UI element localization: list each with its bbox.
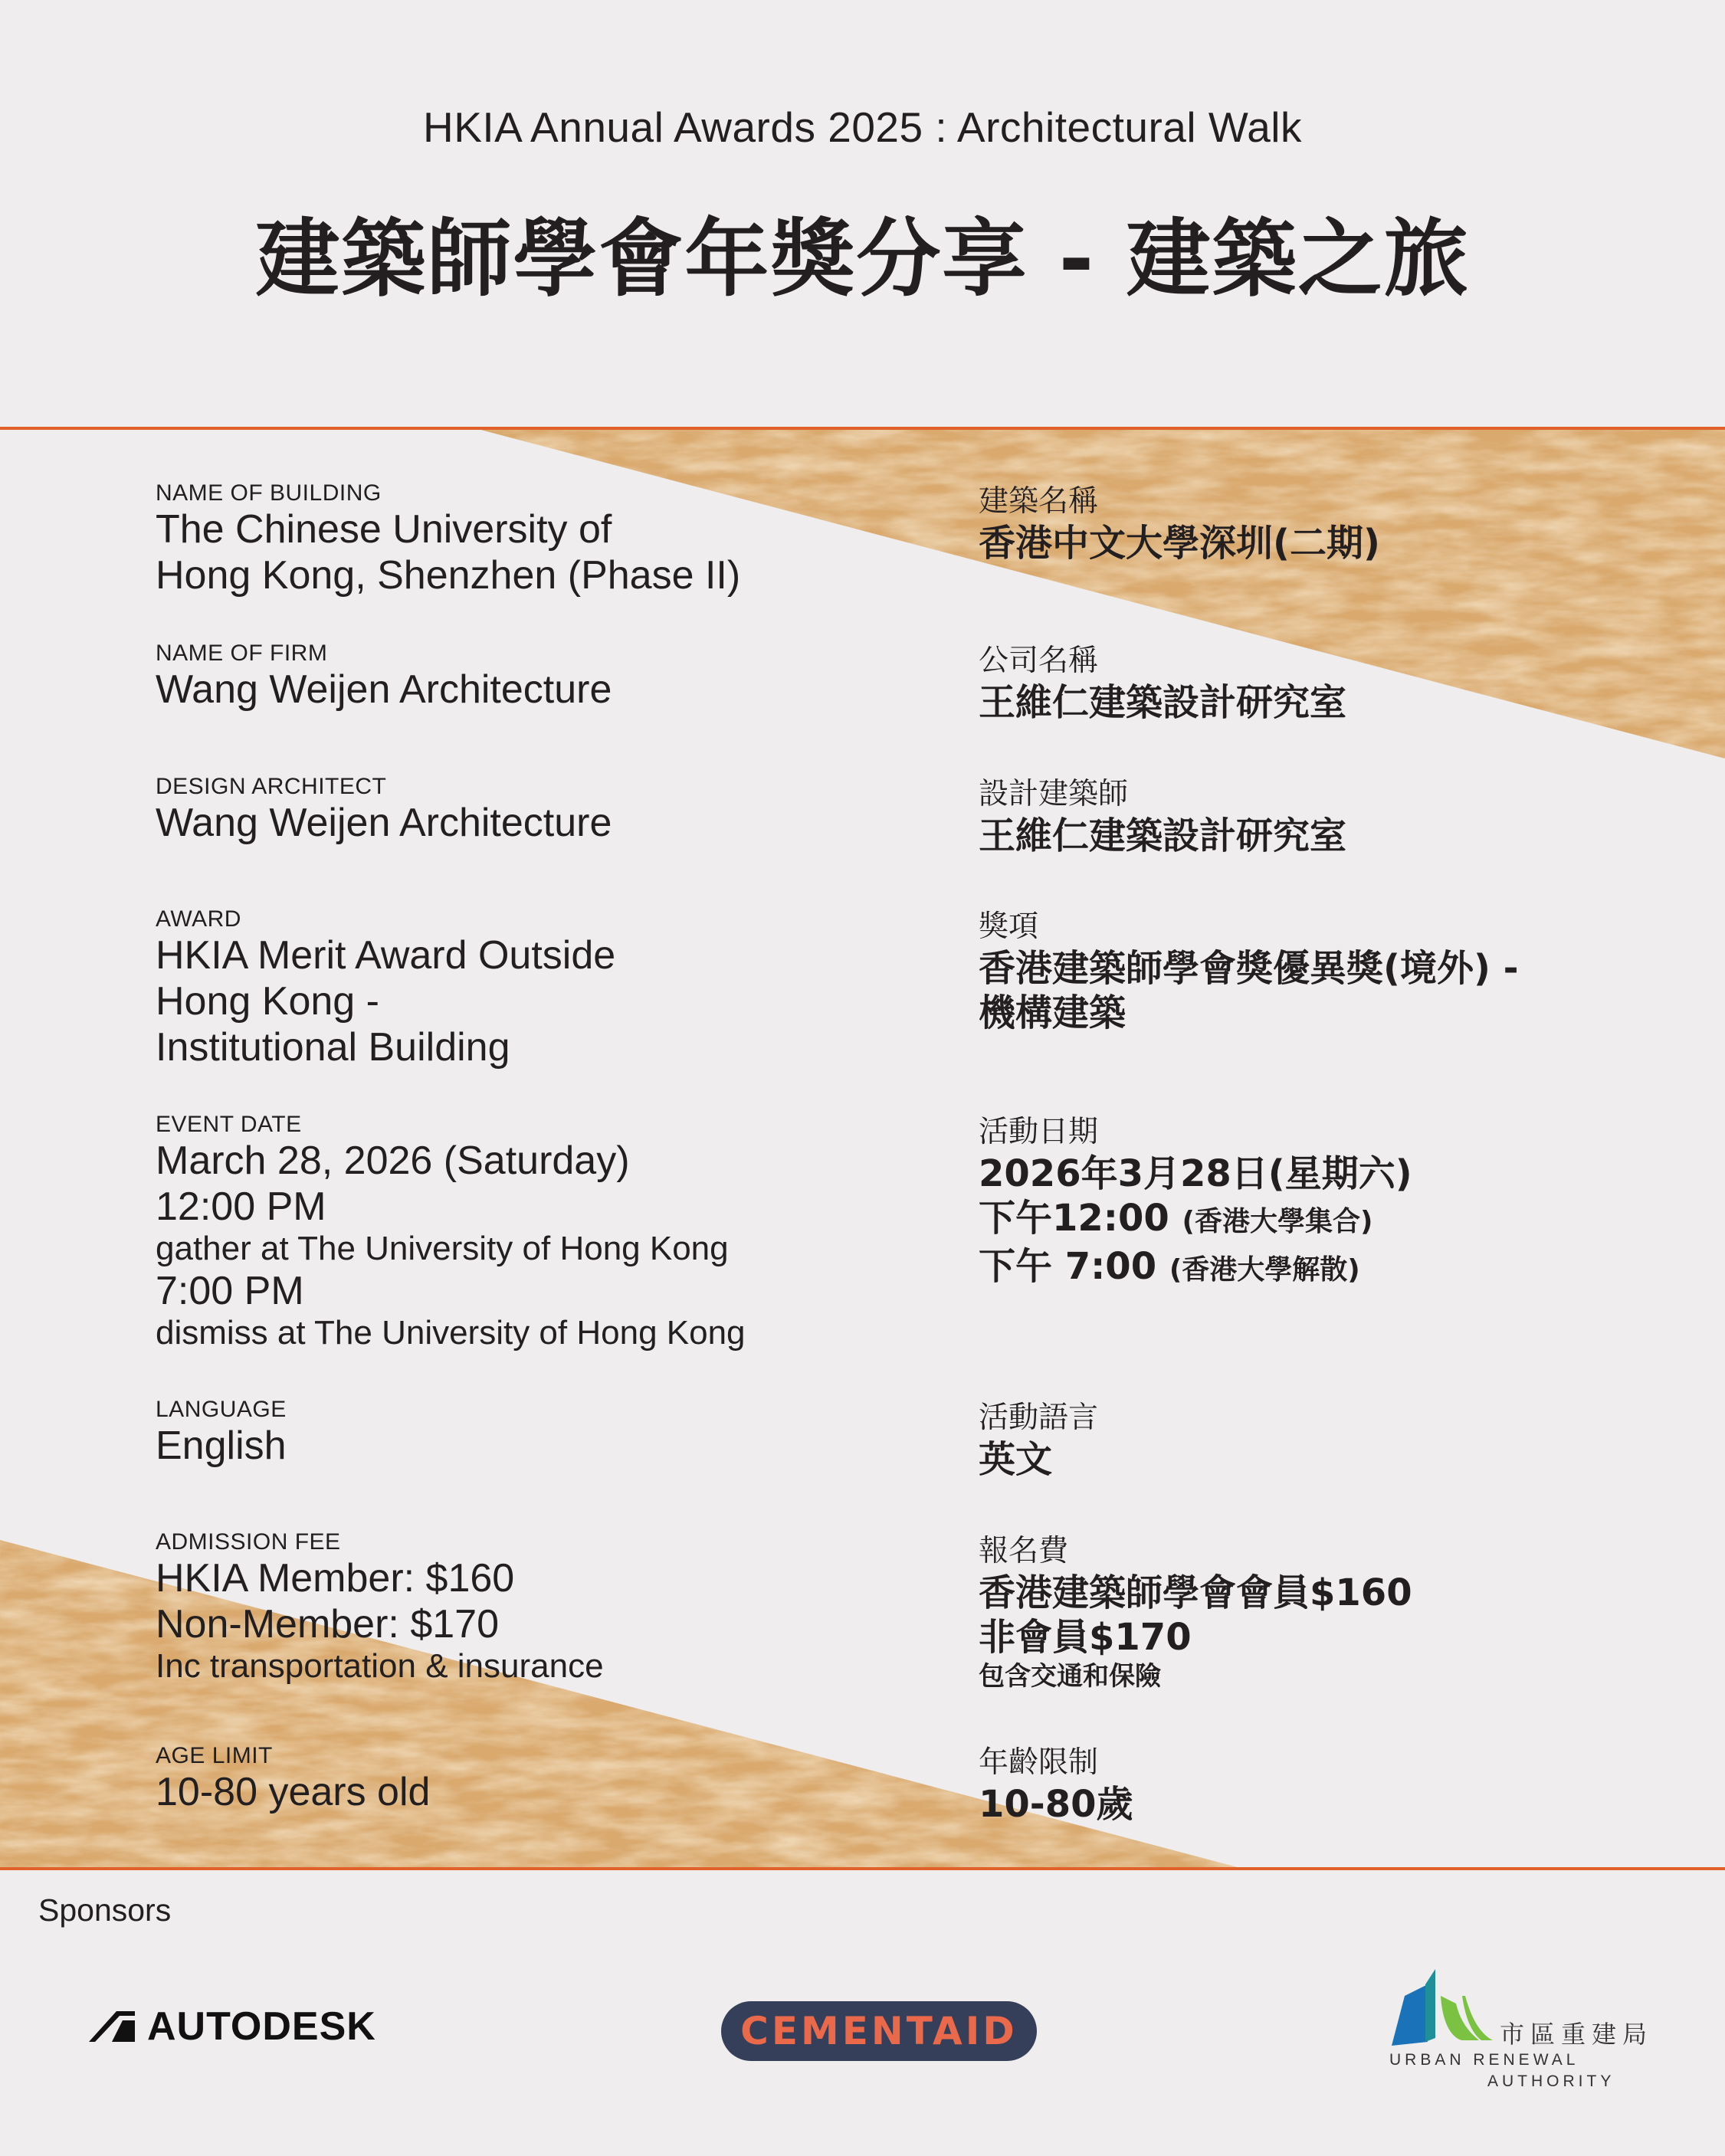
value-award-en-1: HKIA Merit Award Outside: [156, 933, 616, 978]
ura-green-figure: [1441, 1996, 1479, 2040]
event-time1-zh: 下午12:00: [979, 1197, 1169, 1240]
value-award-en-3: Institutional Building: [156, 1025, 510, 1070]
label-event-zh: 活動日期: [979, 1115, 1099, 1149]
value-age-zh: 10-80歲: [979, 1783, 1133, 1826]
event-gather-en: gather at The University of Hong Kong: [156, 1230, 729, 1267]
event-en: [156, 1112, 960, 1352]
event-date-zh: 2026年3月28日(星期六): [979, 1152, 1412, 1195]
firm-en: [156, 641, 960, 713]
language-en: [156, 1397, 960, 1469]
cementaid-wordmark: CEMENTAID: [740, 2009, 1018, 2053]
ura-blue-shape: [1392, 1984, 1428, 2046]
sponsors-label: Sponsors: [38, 1892, 172, 1928]
age-zh: [979, 1744, 1668, 1827]
fee-member-en: HKIA Member: $160: [156, 1556, 515, 1601]
architect-en: [156, 774, 960, 846]
event-time1-zh-line: [979, 1196, 1668, 1244]
label-event-en: EVENT DATE: [156, 1112, 302, 1137]
label-architect-en: DESIGN ARCHITECT: [156, 774, 387, 799]
language-zh: [979, 1399, 1668, 1482]
event-date-en: March 28, 2026 (Saturday): [156, 1139, 630, 1183]
label-firm-zh: 公司名稱: [979, 644, 1099, 678]
cementaid-logo: [721, 2001, 1037, 2061]
event-time2-zh-line: [979, 1244, 1668, 1293]
value-award-zh-2: 機構建築: [979, 991, 1126, 1034]
event-dismiss-zh: (香港大學解散): [1169, 1254, 1360, 1286]
label-award-zh: 獎項: [979, 909, 1039, 944]
value-building-en-2: Hong Kong, Shenzhen (Phase II): [156, 553, 741, 598]
label-fee-zh: 報名費: [979, 1534, 1069, 1568]
award-zh: [979, 908, 1668, 1035]
autodesk-icon: [89, 2011, 135, 2042]
fee-en: [156, 1529, 960, 1686]
value-architect-zh: 王維仁建築設計研究室: [979, 814, 1347, 857]
label-building-en: NAME OF BUILDING: [156, 480, 382, 506]
value-architect-en: Wang Weijen Architecture: [156, 801, 612, 845]
title-zh: 建築師學會年獎分享 - 建築之旅: [255, 210, 1470, 308]
value-building-en-1: The Chinese University of: [156, 507, 612, 552]
label-age-en: AGE LIMIT: [156, 1743, 273, 1768]
label-architect-zh: 設計建築師: [979, 777, 1129, 811]
fee-nonmember-zh: 非會員$170: [979, 1616, 1192, 1659]
age-en: [156, 1743, 960, 1815]
building-en: [156, 480, 960, 598]
event-time2-en: 7:00 PM: [156, 1269, 304, 1313]
title-en: HKIA Annual Awards 2025 : Architectural Walk: [422, 103, 1303, 151]
ura-name-en-2: AUTHORITY: [1487, 2072, 1615, 2090]
value-award-en-2: Hong Kong -: [156, 979, 379, 1024]
event-gather-zh: (香港大學集合): [1182, 1206, 1373, 1237]
architect-zh: [979, 775, 1668, 858]
autodesk-logo: [89, 2004, 376, 2050]
label-building-zh: 建築名稱: [979, 484, 1099, 519]
value-award-zh-1: 香港建築師學會獎優異獎(境外) -: [979, 947, 1519, 990]
fee-member-zh: 香港建築師學會會員$160: [979, 1571, 1412, 1614]
event-zh: [979, 1113, 1668, 1293]
ura-name-en-1: URBAN RENEWAL: [1389, 2051, 1579, 2069]
fee-note-en: Inc transportation & insurance: [156, 1647, 604, 1685]
building-zh: [979, 483, 1668, 565]
label-firm-en: NAME OF FIRM: [156, 641, 328, 666]
value-age-en: 10-80 years old: [156, 1770, 431, 1814]
fee-note-zh: 包含交通和保險: [979, 1661, 1161, 1692]
value-language-zh: 英文: [979, 1438, 1053, 1481]
award-en: [156, 906, 960, 1070]
autodesk-wordmark: AUTODESK: [147, 2004, 376, 2049]
label-award-en: AWARD: [156, 906, 241, 932]
event-time1-en: 12:00 PM: [156, 1184, 326, 1229]
event-dismiss-en: dismiss at The University of Hong Kong: [156, 1314, 746, 1352]
label-language-en: LANGUAGE: [156, 1397, 287, 1422]
value-building-zh: 香港中文大學深圳(二期): [979, 522, 1380, 565]
label-language-zh: 活動語言: [979, 1401, 1099, 1435]
fee-zh: [979, 1532, 1668, 1693]
fee-nonmember-en: Non-Member: $170: [156, 1602, 499, 1646]
ura-name-zh: 市區重建局: [1500, 2020, 1654, 2049]
ura-teal-shape: [1425, 1969, 1435, 2042]
label-age-zh: 年齡限制: [979, 1745, 1099, 1780]
label-fee-en: ADMISSION FEE: [156, 1529, 341, 1555]
value-firm-en: Wang Weijen Architecture: [156, 667, 612, 712]
value-language-en: English: [156, 1424, 287, 1468]
event-time2-zh: 下午 7:00: [979, 1245, 1157, 1288]
value-firm-zh: 王維仁建築設計研究室: [979, 681, 1347, 724]
firm-zh: [979, 642, 1668, 725]
